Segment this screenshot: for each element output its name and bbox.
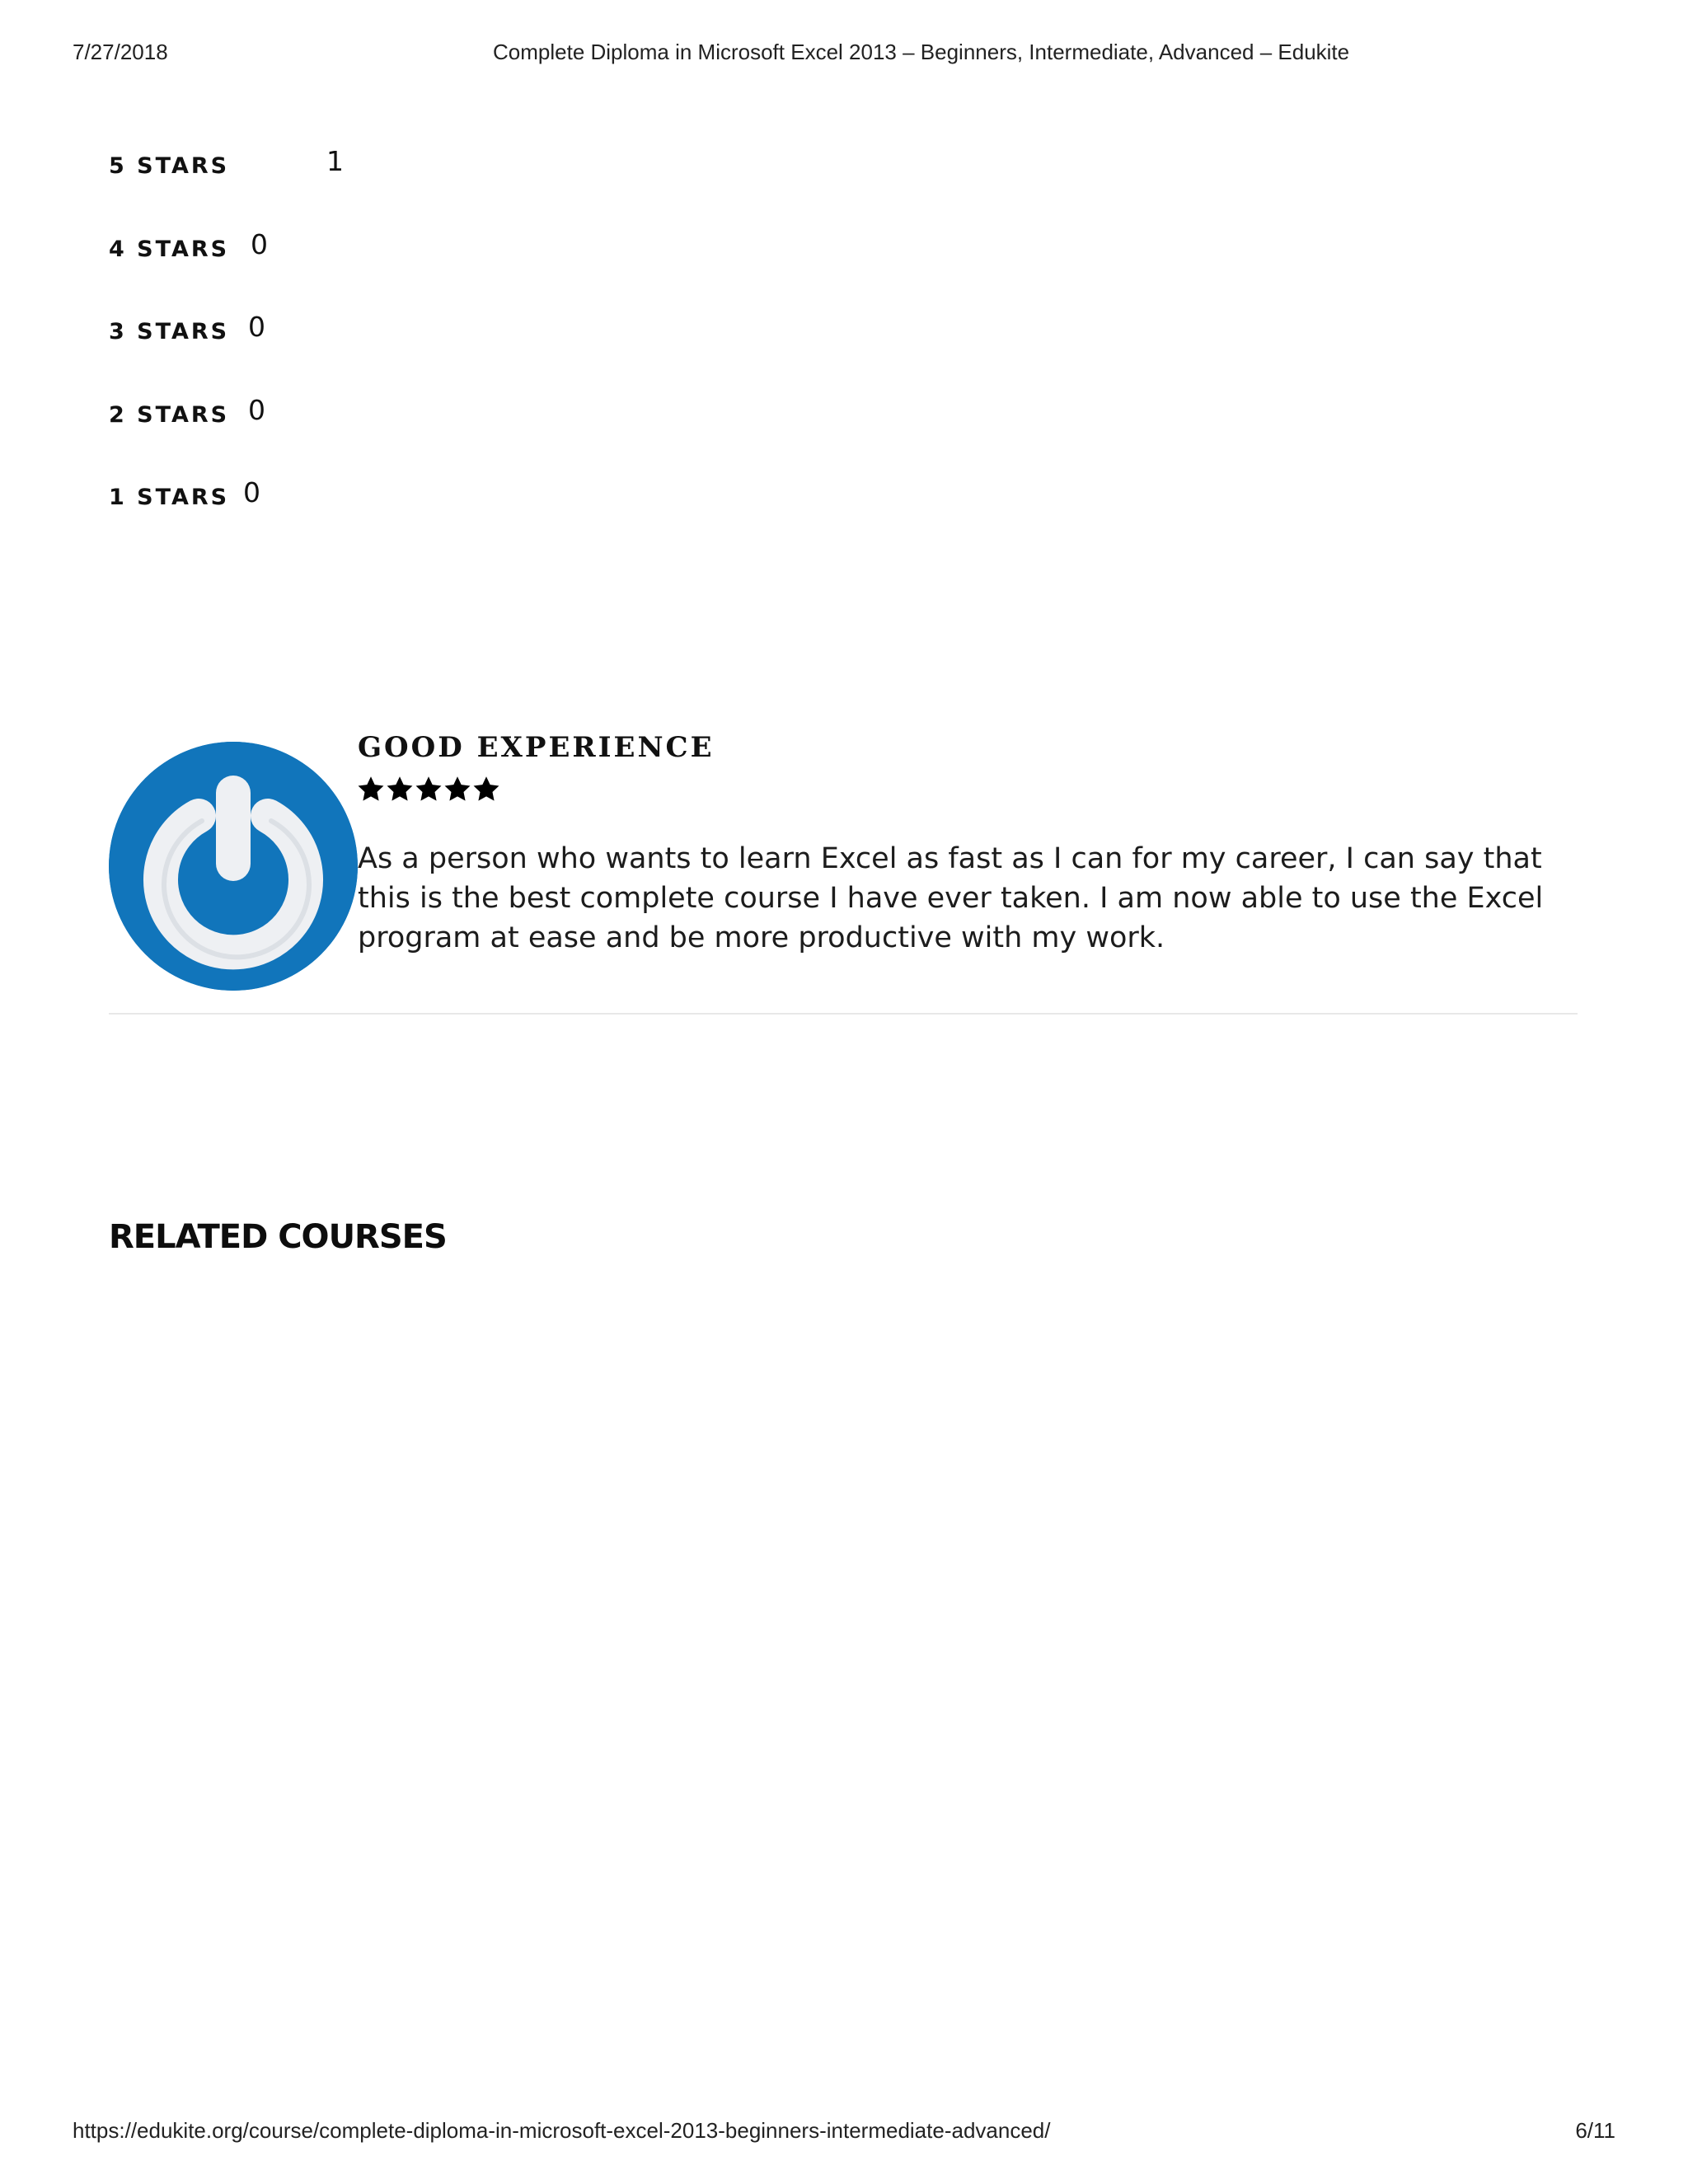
review-title: GOOD EXPERIENCE <box>358 731 715 764</box>
rating-count: 0 <box>248 311 265 343</box>
rating-count: 0 <box>243 476 260 509</box>
star-icon <box>385 773 415 806</box>
power-logo-icon <box>109 742 358 991</box>
review-divider <box>109 1013 1578 1015</box>
review-card <box>109 725 1578 1014</box>
rating-label: 1 STARS <box>109 485 230 510</box>
rating-count: 0 <box>248 394 265 426</box>
print-footer-page-number: 6/11 <box>1575 2118 1615 2143</box>
rating-label: 4 STARS <box>109 237 230 262</box>
rating-label: 3 STARS <box>109 319 230 344</box>
rating-count: 1 <box>326 145 344 177</box>
star-icon <box>356 773 386 806</box>
star-icon <box>471 773 501 806</box>
rating-label: 2 STARS <box>109 402 230 428</box>
reviewer-avatar <box>109 742 358 991</box>
related-courses-heading: RELATED COURSES <box>109 1218 447 1256</box>
review-body: As a person who wants to learn Excel as fast as I can for my career, I can say that this is the best complete course I have ever taken. I am now able to use the Excel program at ease and be more productive with my work. <box>358 842 1544 954</box>
star-icon <box>443 773 472 806</box>
review-star-rating <box>356 773 500 809</box>
rating-count: 0 <box>251 228 268 260</box>
print-header-date: 7/27/2018 <box>73 40 168 64</box>
print-header-title: Complete Diploma in Microsoft Excel 2013 – Beginners, Intermediate, Advanced – Edukite <box>493 40 1350 64</box>
star-icon <box>414 773 443 806</box>
print-footer-url: https://edukite.org/course/complete-diploma-in-microsoft-excel-2013-beginners-intermediate-advanced/ <box>73 2118 1051 2143</box>
rating-label: 5 STARS <box>109 153 230 179</box>
